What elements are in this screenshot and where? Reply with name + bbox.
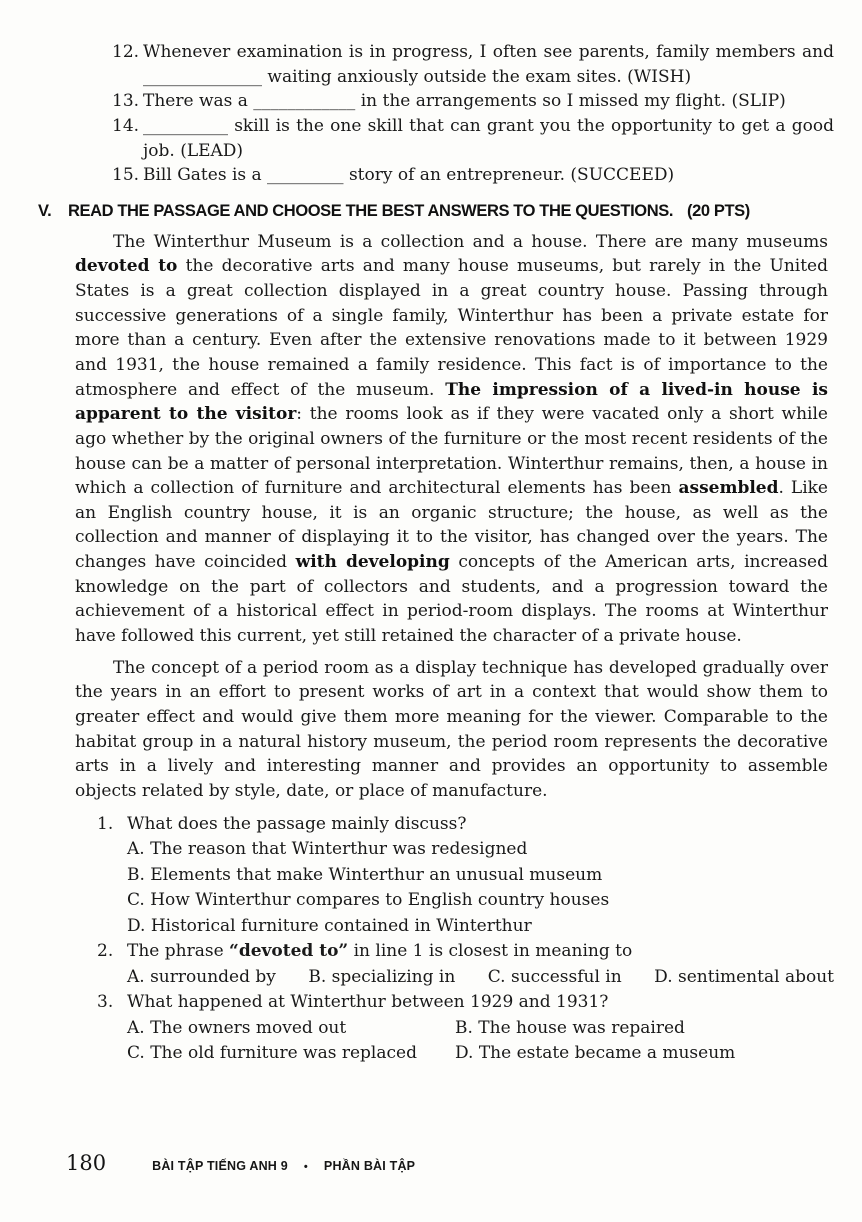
question-2	[97, 939, 834, 990]
item-text: Whenever examination is in progress, I often see parents, family members and ______________ waiting anxiously outside the exam sites. (WISH)	[143, 42, 834, 87]
option-d: D. Historical furniture contained in Winterthur	[127, 915, 532, 936]
question-3	[97, 990, 834, 1067]
option-b: B. The house was repaired	[455, 1017, 685, 1038]
section-title: READ THE PASSAGE AND CHOOSE THE BEST ANSWERS TO THE QUESTIONS.	[68, 201, 674, 220]
item-number: 13.	[112, 91, 140, 112]
passage-paragraph-2: The concept of a period room as a display technique has developed gradually over the years in an effort to present works of art in a context that would show them to greater effect and would give them more meaning for the viewer. Comparable to the habitat group in a natural history museum, the period room represents the decorative arts in a lively and interesting manner and provides an opportunity to assemble objects related by style, date, or place of manufacture.	[75, 657, 828, 801]
question-prompt	[97, 990, 834, 1016]
option-c: C. The old furniture was replaced	[127, 1043, 417, 1063]
question-number: 2.	[97, 941, 114, 961]
question-number: 1.	[97, 813, 114, 834]
comprehension-questions	[97, 812, 834, 1067]
option-d: D. The estate became a museum	[455, 1043, 736, 1063]
word-form-exercise	[112, 40, 834, 188]
section-number: V.	[38, 201, 52, 220]
question-1-options	[127, 837, 834, 939]
item-number: 14.	[112, 115, 140, 136]
question-prompt	[97, 812, 834, 838]
question-text: What happened at Winterthur between 1929 and 1931?	[127, 992, 609, 1012]
exercise-item-13	[112, 89, 834, 114]
book-title: BÀI TẬP TIẾNG ANH 9	[152, 1159, 288, 1173]
question-prompt	[97, 939, 834, 965]
page-footer	[66, 1148, 415, 1178]
bullet-separator: •	[303, 1161, 308, 1173]
question-2-options	[127, 965, 834, 991]
question-text: The phrase “devoted to” in line 1 is closest in meaning to	[127, 941, 633, 961]
item-text: __________ skill is the one skill that can grant you the opportunity to get a good job. (LEAD)	[143, 115, 834, 161]
question-text: What does the passage mainly discuss?	[127, 813, 467, 834]
question-3-options	[127, 1016, 834, 1067]
option-c: C. How Winterthur compares to English country houses	[127, 890, 610, 910]
section-heading	[38, 200, 842, 224]
option-a: A. surrounded by	[127, 966, 276, 987]
option-a: A. The reason that Winterthur was redesigned	[127, 839, 528, 859]
section-points: (20 PTS)	[687, 201, 750, 220]
question-number: 3.	[97, 992, 114, 1012]
page-number: 180	[66, 1151, 107, 1175]
item-number: 15.	[112, 165, 140, 186]
option-b: B. Elements that make Winterthur an unusual museum	[127, 864, 603, 885]
exercise-item-14	[112, 114, 834, 163]
exercise-item-12	[112, 40, 834, 89]
option-a: A. The owners moved out	[127, 1017, 347, 1038]
footer-section-name: PHẦN BÀI TẬP	[323, 1159, 416, 1173]
exercise-item-15	[112, 163, 834, 188]
question-1	[97, 812, 834, 940]
item-text: Bill Gates is a _________ story of an entrepreneur. (SUCCEED)	[143, 165, 675, 186]
item-number: 12.	[112, 42, 140, 62]
passage-paragraph-1: The Winterthur Museum is a collection and a house. There are many museums devoted to the decorative arts and many house museums, but rarely in the United States is a great collection displayed in a great country house. Passing through successive generations of a single family, Winterthur has been a private estate for more than a century. Even after the extensive renovations made to it between 1929 and 1931, the house remained a family residence. This fact is of importance to the atmosphere and effect of the museum. The impression of a lived-in house is apparent to the visitor: the rooms look as if they were vacated only a short while ago whether by the original owners of the furniture or the most recent residents of the house can be a matter of personal interpretation. Winterthur remains, then, a house in which a collection of furniture and architectural elements has been assembled. Like an English country house, it is an organic structure; the house, as well as the collection and manner of displaying it to the visitor, has changed over the years. The changes have coincided with developing concepts of the American arts, increased knowledge on the part of collectors and students, and a progression toward the achievement of a historical effect in period-room displays. The rooms at Winterthur have followed this current, yet still retained the character of a private house.	[75, 231, 828, 647]
option-c: C. successful in	[487, 966, 622, 987]
option-d: D. sentimental about	[654, 966, 834, 987]
option-b: B. specializing in	[308, 966, 456, 987]
item-text: There was a ____________ in the arrangements so I missed my flight. (SLIP)	[143, 91, 786, 112]
reading-passage	[75, 230, 828, 804]
